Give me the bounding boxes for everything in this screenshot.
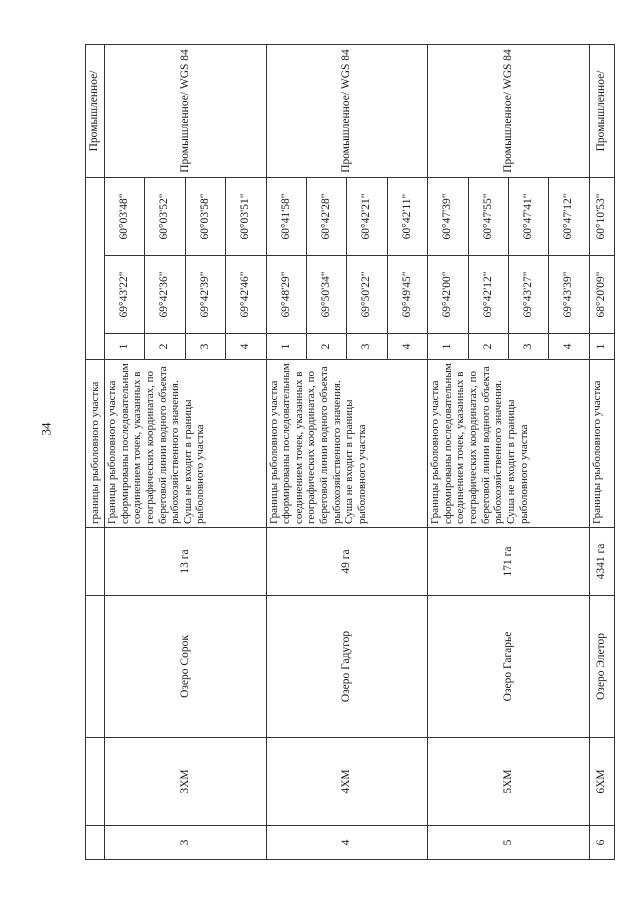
point-number: 4 xyxy=(387,334,427,360)
longitude: 60°03'52" xyxy=(145,177,185,255)
cell xyxy=(86,738,105,826)
coordinate-system: Промышленное/ xyxy=(589,44,614,177)
latitude: 69°49'45" xyxy=(387,256,427,334)
latitude: 69°42'00" xyxy=(428,256,468,334)
boundary-description: Границы рыболовного участка сформированы последовательным соединением точек, указанных в географических координатах, по береговой линии водного объекта рыбохозяйственного значения. Суша не входит в границы рыболовного участка xyxy=(266,360,428,528)
cell xyxy=(86,826,105,860)
row-number: 4 xyxy=(266,826,428,860)
area-size: 49 га xyxy=(266,528,428,596)
table-region xyxy=(85,45,615,860)
table-row xyxy=(428,44,468,859)
longitude: 60°10'53" xyxy=(589,177,614,255)
rotated-table xyxy=(85,45,615,860)
page-number: 34 xyxy=(38,422,54,436)
area-code: 3ХМ xyxy=(105,738,267,826)
cell xyxy=(86,528,105,596)
longitude: 60°47'12" xyxy=(549,177,589,255)
coordinate-system: Промышленное/ WGS 84 xyxy=(428,44,590,177)
point-number: 3 xyxy=(508,334,548,360)
table-row xyxy=(266,44,306,859)
point-number: 3 xyxy=(347,334,387,360)
row-number: 6 xyxy=(589,826,614,860)
latitude: 69°50'34" xyxy=(306,256,346,334)
latitude: 69°42'12" xyxy=(468,256,508,334)
water-body-name: Озеро Элетор xyxy=(589,596,614,738)
longitude: 60°47'39" xyxy=(428,177,468,255)
coordinate-system: Промышленное/ WGS 84 xyxy=(105,44,267,177)
coordinate-system: Промышленное/ WGS 84 xyxy=(266,44,428,177)
point-number: 3 xyxy=(185,334,225,360)
table-row xyxy=(589,44,614,859)
longitude: 60°47'55" xyxy=(468,177,508,255)
longitude: 60°03'58" xyxy=(185,177,225,255)
table-row xyxy=(86,44,105,859)
point-number: 2 xyxy=(145,334,185,360)
latitude: 69°43'27" xyxy=(508,256,548,334)
longitude: 60°47'41" xyxy=(508,177,548,255)
latitude: 69°42'39" xyxy=(185,256,225,334)
point-number: 1 xyxy=(428,334,468,360)
boundary-description: Границы рыболовного участка сформированы последовательным соединением точек, указанных в географических координатах, по береговой линии водного объекта рыбохозяйственного значения. Суша не входит в границы рыболовного участка xyxy=(105,360,267,528)
latitude: 68°20'09" xyxy=(589,256,614,334)
longitude: 60°03'51" xyxy=(226,177,266,255)
point-number: 1 xyxy=(266,334,306,360)
fishing-areas-table xyxy=(85,44,615,860)
longitude: 60°03'48" xyxy=(105,177,145,255)
water-body-name: Озеро Сорок xyxy=(105,596,267,738)
longitude: 60°42'28" xyxy=(306,177,346,255)
cell xyxy=(86,596,105,738)
boundary-description: Границы рыболовного участка xyxy=(589,360,614,528)
point-number: 1 xyxy=(105,334,145,360)
longitude: 60°42'11" xyxy=(387,177,427,255)
point-number: 4 xyxy=(226,334,266,360)
area-code: 6ХМ xyxy=(589,738,614,826)
area-code: 4ХМ xyxy=(266,738,428,826)
water-body-name: Озеро Гадугор xyxy=(266,596,428,738)
latitude: 69°48'29" xyxy=(266,256,306,334)
area-size: 4341 га xyxy=(589,528,614,596)
longitude: 60°42'21" xyxy=(347,177,387,255)
row-number: 3 xyxy=(105,826,267,860)
point-number: 2 xyxy=(306,334,346,360)
boundary-description: Границы рыболовного участка сформированы последовательным соединением точек, указанных в географических координатах, по береговой линии водного объекта рыбохозяйственного значения. Суша не входит в границы рыболовного участка xyxy=(428,360,590,528)
area-code: 5ХМ xyxy=(428,738,590,826)
latitude: 69°50'22" xyxy=(347,256,387,334)
latitude: 69°43'39" xyxy=(549,256,589,334)
table-row xyxy=(105,44,145,859)
row-number: 5 xyxy=(428,826,590,860)
area-size: 171 га xyxy=(428,528,590,596)
water-body-name: Озеро Гагарье xyxy=(428,596,590,738)
continued-text: границы рыболовного участка xyxy=(86,360,105,528)
point-number: 4 xyxy=(549,334,589,360)
point-number: 1 xyxy=(589,334,614,360)
longitude: 60°41'58" xyxy=(266,177,306,255)
latitude: 69°43'22" xyxy=(105,256,145,334)
point-number: 2 xyxy=(468,334,508,360)
system-cell: Промышленное/ xyxy=(86,44,105,177)
latitude: 69°42'36" xyxy=(145,256,185,334)
cell xyxy=(86,177,105,359)
latitude: 69°42'46" xyxy=(226,256,266,334)
area-size: 13 га xyxy=(105,528,267,596)
